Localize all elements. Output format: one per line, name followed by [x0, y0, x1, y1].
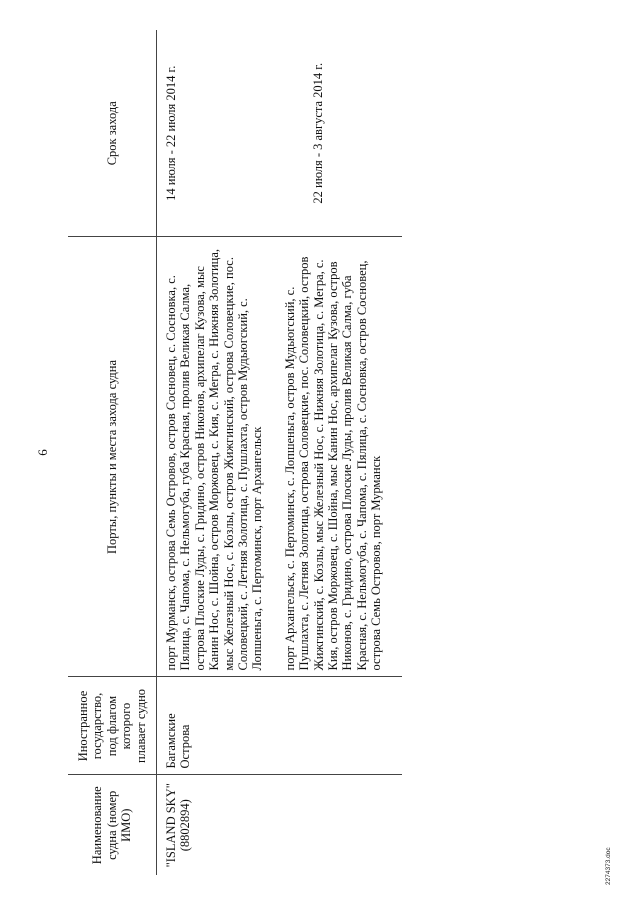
vessel-table [68, 30, 402, 875]
route-period-1: 14 июля - 22 июля 2014 г. [164, 65, 178, 201]
header-vessel-name: Наименование судна (номер ИМО) [68, 775, 157, 875]
route-period-2: 22 июля - 3 августа 2014 г. [311, 62, 326, 204]
route-ports-2: порт Архангельск, с. Пертоминск, с. Лопшеньга, остров Мудьюгский, с. Пушлахта, с. Летняя Золотица, острова Соловецкие, пос. Соловецкий, остров Жижгинский, с. Козлы, мыс Железный Нос, с. Нижняя Золотица, с. Мегра, с. Кия, остров Моржовец, с. Шойна, мыс Канин Нос, архипелаг Кузова, остров Никонов, с. Гридино, острова Плоские Луды, пролив Великая Салма, губа Красная, с. Нельмогуба, с. Чапома, с. Пялица, с. Сосновка, остров Сосновец, острова Семь Островов, порт Мурманск [282, 256, 384, 671]
header-flag-state: Иностранное государство, под флагом которого плавает судно [68, 677, 157, 775]
document-id: 2274373.doc [605, 847, 612, 885]
flag-state-cell: Багамские Острова [157, 677, 402, 775]
table-row [157, 30, 402, 875]
table-header-row [68, 30, 157, 875]
vessel-imo: (8802894) [178, 799, 193, 852]
route-ports-1: порт Мурманск, острова Семь Островов, остров Сосновец, с. Сосновка, с. Пялица, с. Чапома, с. Нельмогуба, губа Красная, пролив Великая Салма, острова Плоские Луды, с. Гридино, остров Никонов, архипелаг Кузова, мыс Канин Нос, с. Шойна, остров Моржовец, с. Кия, с. Мегра, с. Нижняя Золотица, мыс Железный Нос, с. Козлы, остров Жижгинский, острова Соловецкие, пос. Соловецкий, с. Летняя Золотица, с. Пушлахта, остров Мудьюгский, с. Лопшеньга, с. Пертоминск, порт Архангельск [164, 248, 265, 671]
page-number: 6 [35, 449, 50, 456]
period-cell [157, 30, 402, 237]
header-period: Срок захода [68, 30, 157, 237]
vessel-name: "ISLAND SKY" [164, 783, 178, 868]
ports-cell [157, 237, 402, 677]
header-ports: Порты, пункты и места захода судна [68, 237, 157, 677]
vessel-cell [157, 775, 402, 875]
rotated-content [30, 30, 612, 885]
